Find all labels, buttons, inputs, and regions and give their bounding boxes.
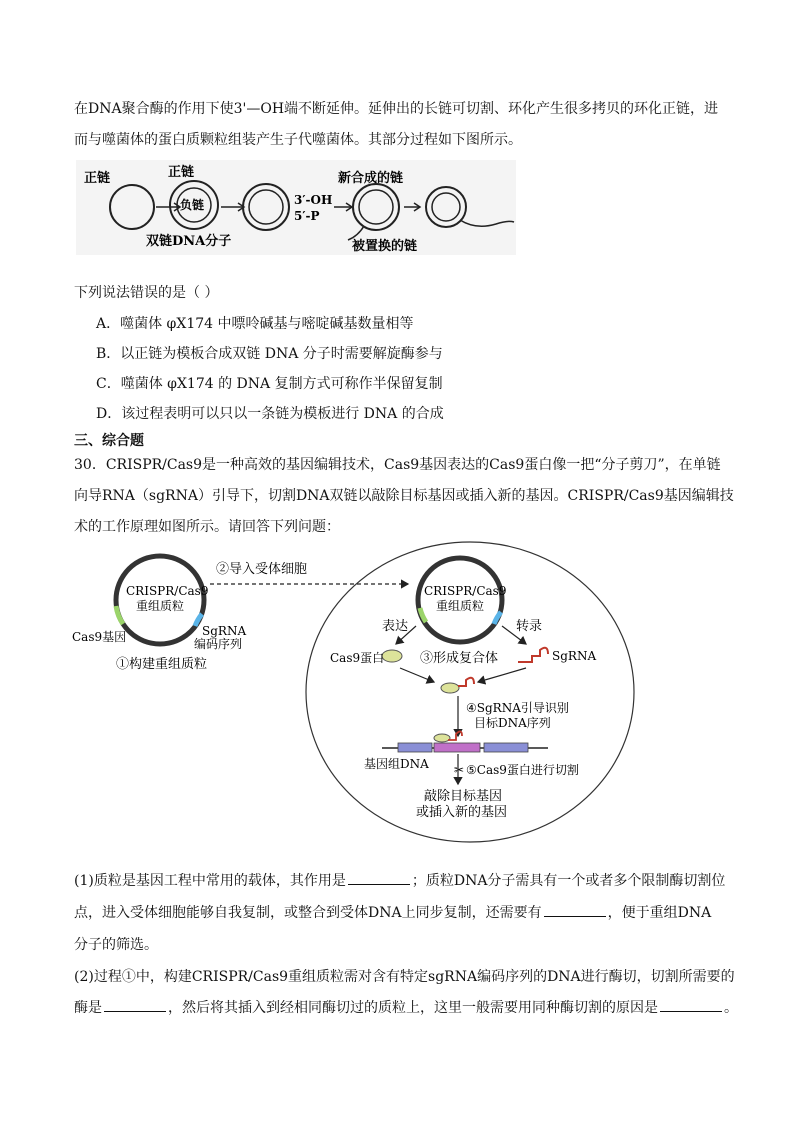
sgrna-shape [518,648,548,662]
section-title: 三、综合题 [74,433,144,449]
q30-line-1: 30．CRISPR/Cas9是一种高效的基因编辑技术，Cas9基因表达的Cas9蛋白像一把“分子剪刀”，在单链 [74,457,721,473]
q29-stem: 下列说法错误的是（ ） [74,285,219,301]
crispr-figure [70,540,710,860]
q30-sub1-text-b: ；质粒DNA分子需具有一个或者多个限制酶切割位 [411,873,726,889]
q29-option-c: C．噬菌体 φX174 的 DNA 复制方式可称作半保留复制 [96,376,443,392]
left-plasmid-sub: 重组质粒 [136,599,185,613]
genome-dna-shape [382,731,548,752]
fig1-oh-label: 3′-OH [294,193,333,207]
answer-blank-3[interactable] [104,999,166,1012]
q29-option-a: A．噬菌体 φX174 中嘌呤碱基与嘧啶碱基数量相等 [96,316,414,332]
sgrna-code-label-2: 编码序列 [194,637,243,651]
step2-label: ②导入受体细胞 [216,562,308,577]
cas9-gene-label: Cas9基因 [72,630,127,644]
q30-line-2: 向导RNA（sgRNA）引导下，切割DNA双链以敲除目标基因或插入新的基因。CRISPR/Cas9基因编辑技 [74,488,734,504]
fig1-displaced-label: 被置换的链 [352,239,418,254]
right-plasmid-sub: 重组质粒 [436,599,485,613]
q30-sub1-text-a: (1)质粒是基因工程中常用的载体，其作用是 [74,873,346,889]
step3-label: ③形成复合体 [420,651,499,666]
cas9-protein-shape [382,650,402,662]
left-plasmid-name: CRISPR/Cas9 [126,584,209,598]
result-label-1: 敲除目标基因 [424,789,503,804]
right-plasmid-name: CRISPR/Cas9 [424,584,507,598]
q30-sub2-text-d: 。 [724,1000,738,1016]
q30-sub2-text-c: ，然后将其插入到经相同酶切过的质粒上，这里一般需要用同种酶切割的原因是 [168,1000,658,1016]
intro-line-2: 而与噬菌体的蛋白质颗粒组装产生子代噬菌体。其部分过程如下图所示。 [74,132,522,148]
q29-option-d: D．该过程表明可以只以一条链为模板进行 DNA 的合成 [96,406,444,422]
sgrna-code-label-1: SgRNA [202,624,247,638]
q29-option-b: B．以正链为模板合成双链 DNA 分子时需要解旋酶参与 [96,346,443,362]
fig1-dsdna-label: 双链DNA分子 [146,234,232,249]
q30-sub1-line-3: 分子的筛选。 [74,937,158,953]
answer-blank-1[interactable] [348,872,410,885]
q30-sub2-line-2 [74,997,738,1017]
scissors-icon: ✂ [454,763,465,777]
q30-sub1-text-d: ，便于重组DNA [607,905,712,921]
step4-label-2: 目标DNA序列 [474,716,551,730]
q30-sub1-text-c: 点，进入受体细胞能够自我复制，或整合到受体DNA上同步复制，还需要有 [74,905,542,921]
fig1-negative-label: 负链 [180,198,205,212]
step4-label-1: ④SgRNA引导识别 [466,701,569,715]
q30-sub1-line-1 [74,870,725,890]
q30-line-3: 术的工作原理如图所示。请回答下列问题： [74,519,340,535]
transcribe-label: 转录 [516,619,543,634]
fig1-p-label: 5′-P [294,209,320,223]
answer-blank-4[interactable] [660,999,722,1012]
intro-line-1: 在DNA聚合酶的作用下使3'—OH端不断延伸。延伸出的长链可切割、环化产生很多拷贝的环化正链，进 [74,101,719,117]
step1-label: ①构建重组质粒 [116,657,208,672]
express-label: 表达 [382,619,409,634]
q30-sub2-line-1: (2)过程①中，构建CRISPR/Cas9重组质粒需对含有特定sgRNA编码序列的DNA进行酶切，切割所需要的 [74,969,735,985]
fig1-positive-label-2: 正链 [168,165,195,180]
fig1-new-chain-label: 新合成的链 [338,171,404,186]
genome-label: 基因组DNA [364,757,429,771]
sgrna-label: SgRNA [552,649,597,663]
answer-blank-2[interactable] [544,904,606,917]
q30-sub2-text-b: 酶是 [74,1000,102,1016]
cas9-protein-label: Cas9蛋白 [330,651,385,665]
result-label-2: 或插入新的基因 [416,805,508,820]
fig1-positive-label: 正链 [84,171,111,186]
step5-label: ⑤Cas9蛋白进行切割 [466,763,579,777]
q30-sub1-line-2 [74,902,711,922]
rolling-circle-figure [76,160,516,255]
cas9-sgrna-complex [441,678,474,693]
